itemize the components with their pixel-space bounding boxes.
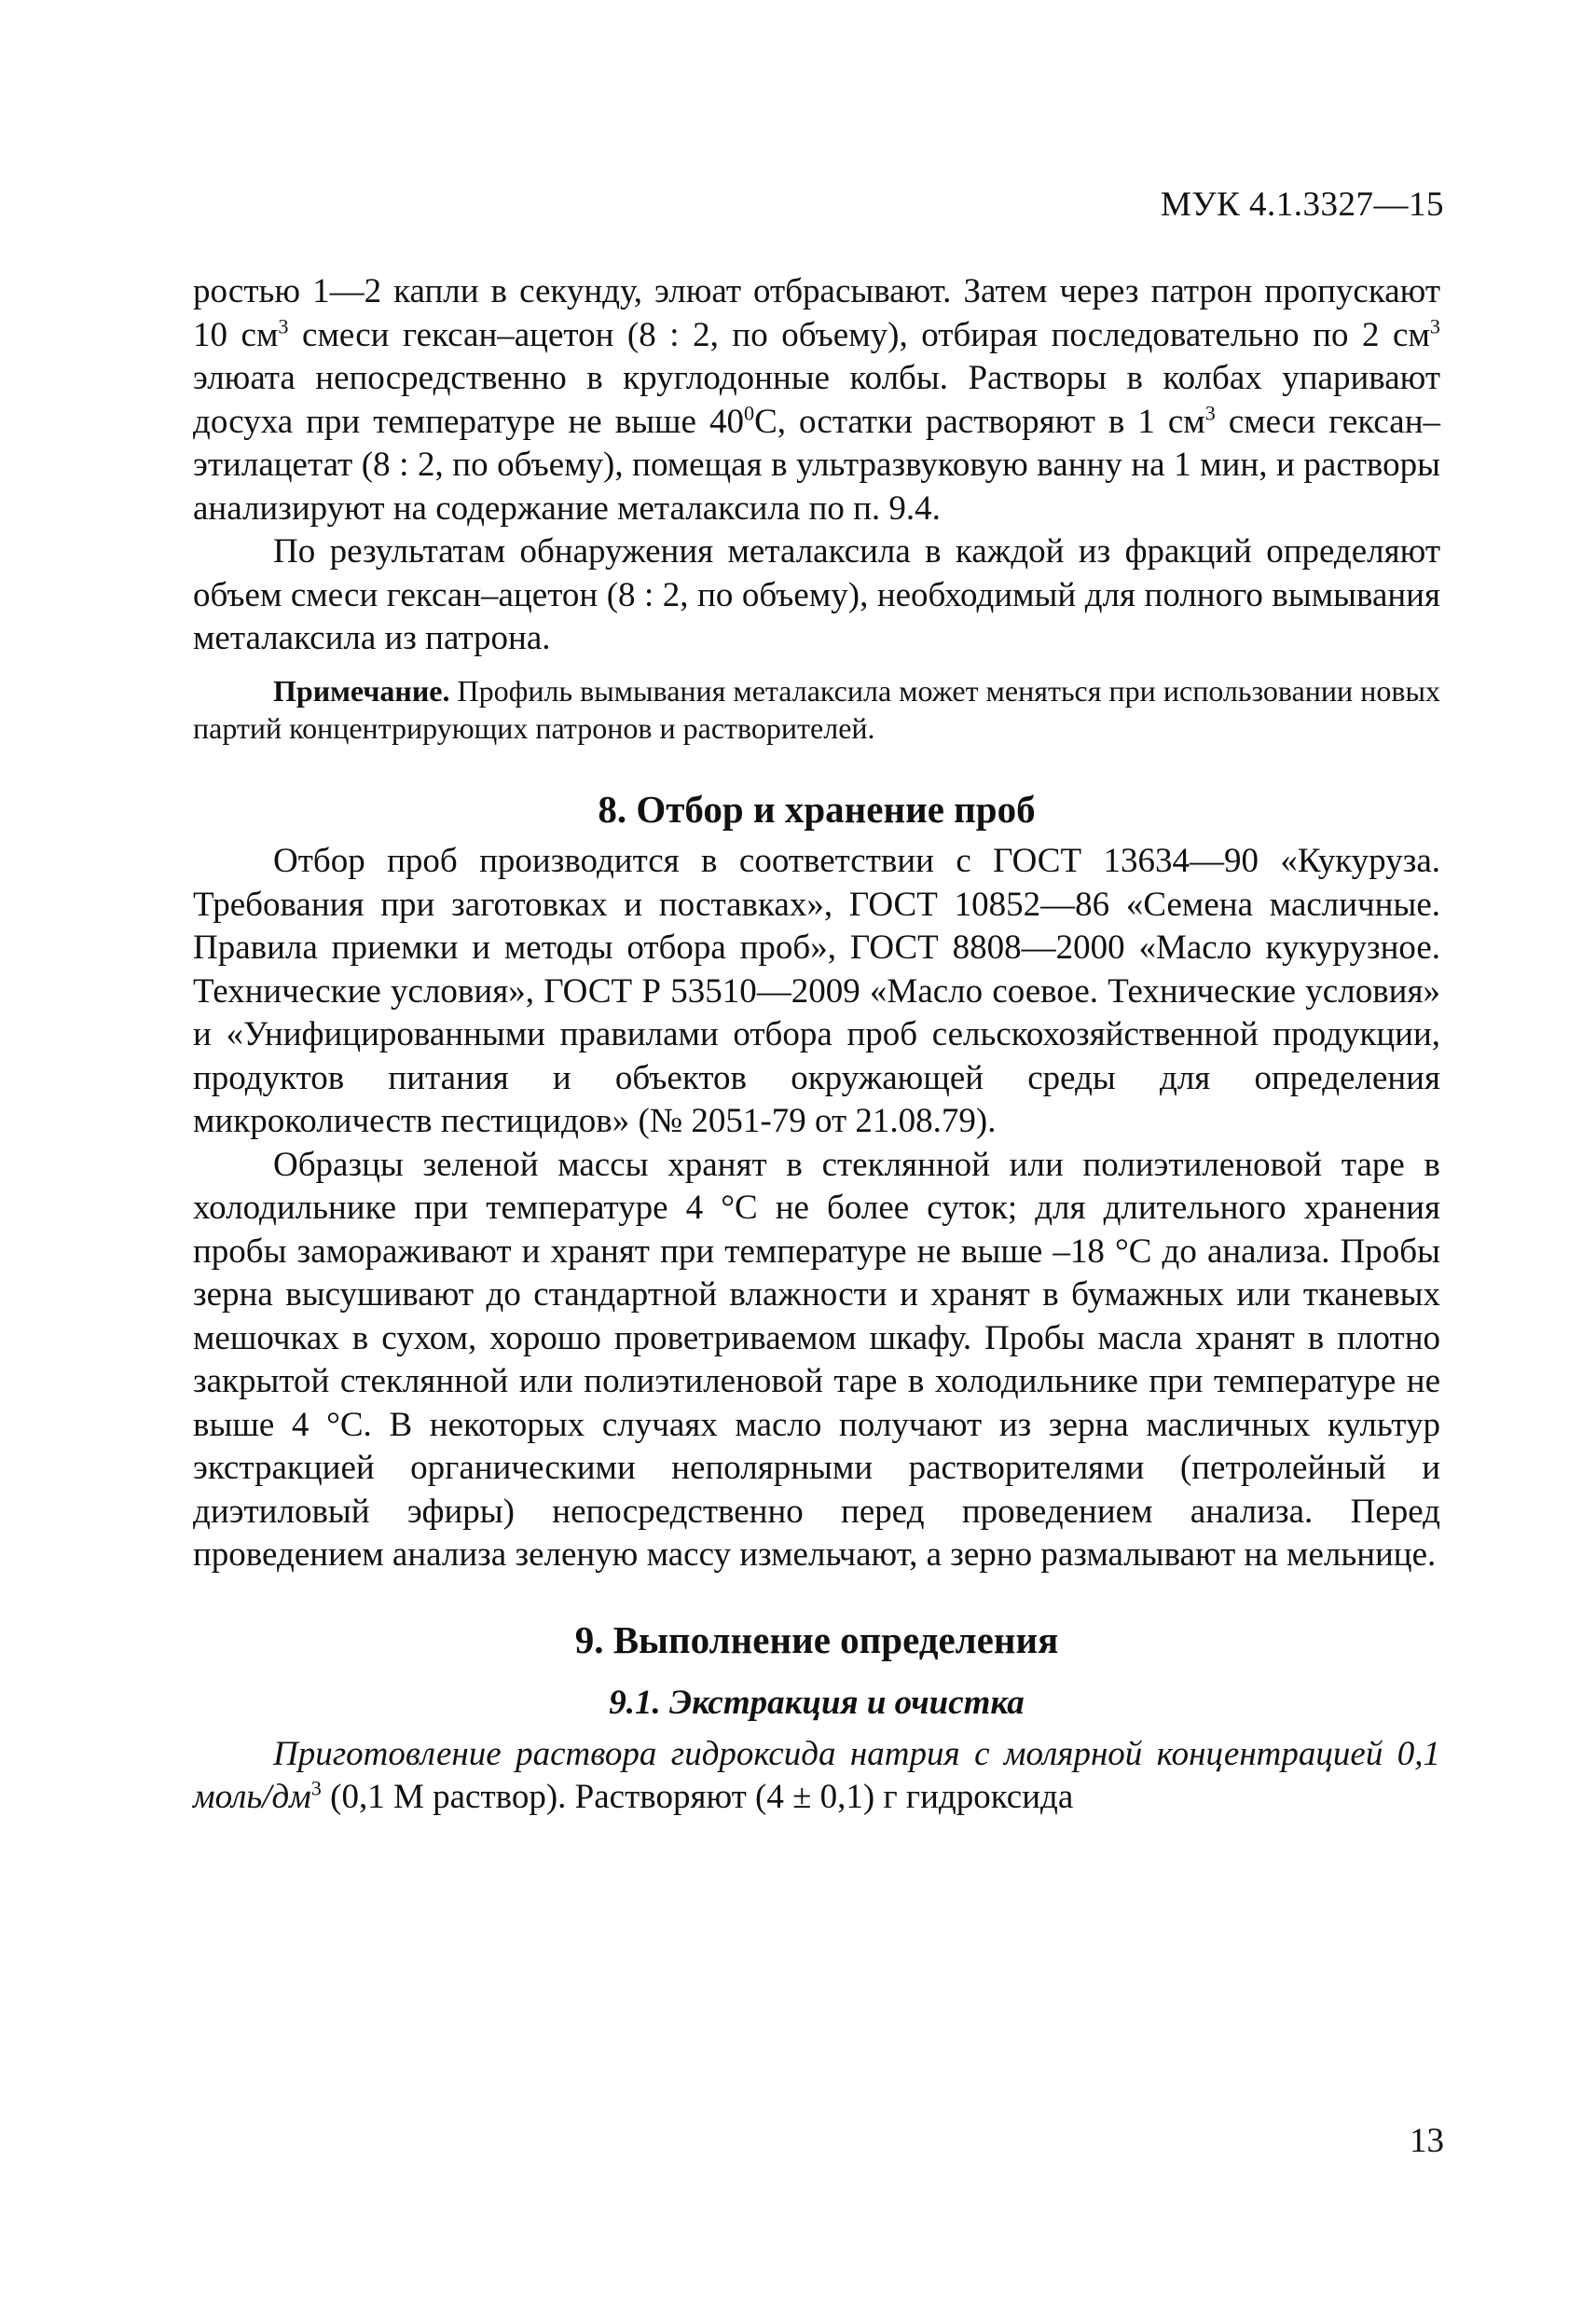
paragraph-elution — [193, 270, 1440, 530]
section-8-title: 8. Отбор и хранение проб — [598, 787, 1036, 831]
document-code: МУК 4.1.3327—15 — [1160, 186, 1444, 224]
section-8-paragraph-sampling: Отбор проб производится в соответствии с ГОСТ 13634—90 «Кукуруза. Требования при заготовках и поставках», ГОСТ 10852—86 «Семена масличные. Правила приемки и методы отбора проб», ГОСТ 8808—2000 «Масло кукурузное. Технические условия», ГОСТ Р 53510—2009 «Масло соевое. Технические условия» и «Унифицированными правилами отбора проб сельскохозяйственной продукции, продуктов питания и объектов окружающей среды для определения микроколичеств пестицидов» (№ 2051-79 от 21.08.79). — [193, 842, 1440, 1140]
superscript: 3 — [278, 314, 289, 338]
section-8-paragraph-storage: Образцы зеленой массы хранят в стеклянной или полиэтиленовой таре в холодильнике при температуре 4 °С не более суток; для длительного хранения пробы замораживают и хранят при температуре не выше –18 °С до анализа. Пробы зерна высушивают до стандартной влажности и хранят в бумажных или тканевых мешочках в сухом, хорошо проветриваемом шкафу. Пробы масла хранят в плотно закрытой стеклянной или полиэтиленовой таре в холодильнике при температуре не выше 4 °С. В некоторых случаях масло получают из зерна масличных культур экстракцией органическими неполярными растворителями (петролейный и диэтиловый эфиры) непосредственно перед проведением анализа. Перед проведением анализа зеленую массу измельчают, а зерно размалывают на мельнице. — [193, 1145, 1440, 1574]
text-run: (0,1 М раствор). Растворяют (4 ± 0,1) г гидроксида — [321, 1778, 1074, 1816]
superscript: 3 — [310, 1776, 322, 1800]
paragraph-fractions: По результатам обнаружения металаксила в каждой из фракций определяют объем смеси гексан–ацетон (8 : 2, по объему), необходимый для полного вымывания металаксила из патрона. — [193, 532, 1440, 657]
superscript: 3 — [1204, 401, 1216, 425]
text-run: С, остатки растворяют в 1 см — [754, 402, 1205, 441]
text-run: смеси гексан–ацетон (8 : 2, по объему), отбирая последовательно по 2 см — [288, 315, 1430, 354]
note-paragraph — [193, 672, 1440, 747]
text-run: ростью 1—2 капли в секунду, элюат отбрасывают. Затем через патрон пропускают 10 см — [193, 272, 1440, 354]
page-number: 13 — [1410, 2122, 1444, 2160]
note-text: Профиль вымывания металаксила может меняться при использовании новых партий концентрирующих патронов и растворителей. — [193, 673, 1440, 745]
superscript: 3 — [1429, 314, 1440, 338]
section-9-1-title: 9.1. Экстракция и очистка — [609, 1684, 1025, 1722]
text-run: смеси гексан–этилацетат (8 : 2, по объему), помещая в ультразвуковую ванну на 1 мин, и растворы анализируют на содержание металаксила по п. 9.4. — [193, 402, 1440, 528]
section-9-title: 9. Выполнение определения — [574, 1617, 1059, 1661]
body-text — [193, 270, 1440, 1820]
section-9-1-paragraph — [193, 1733, 1440, 1820]
superscript: 0 — [743, 401, 755, 425]
italic-lead: Приготовление раствора гидроксида натрия с молярной концентрацией 0,1 моль/дм — [193, 1734, 1440, 1816]
note-label: Примечание. — [273, 673, 450, 708]
text-run: элюата непосредственно в круглодонные колбы. Растворы в колбах упаривают досуха при температуре не выше 40 — [193, 359, 1440, 441]
